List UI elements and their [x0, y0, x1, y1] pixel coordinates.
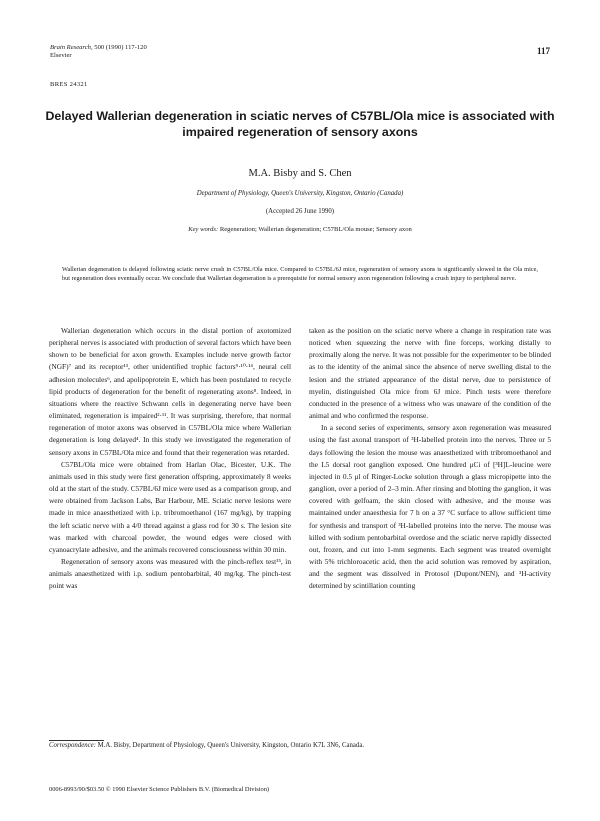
body-paragraph: taken as the position on the sciatic nerve where a change in respiration rate was noticed when squeezing the nerve with fine forceps, working distally to proximally along the nerve. It was not possible for the experimenter to be blinded as to the identity of the animal since the absence of nerve swelling distal to the lesion and the striated appearance of the distal nerve, due to persistence of myelin, distinguished Ola mice from 6J mice. Pinch tests were therefore conducted in the presence of a witness who was unaware of the condition of the animal and who confirmed the response.: [309, 326, 551, 421]
keywords-label: Key words:: [188, 226, 219, 233]
abstract: Wallerian degeneration is delayed following sciatic nerve crush in C57BL/Ola mice. Compared to C57BL/6J mice, regeneration of sensory axons is significantly slowed in the Ola mice, but regeneration does eventually occur. We conclude that Wallerian degeneration is a prerequisite for normal sensory axon regeneration following a crush injury to peripheral nerve.: [62, 266, 538, 282]
body-column-right: [309, 325, 551, 592]
article-title: Delayed Wallerian degeneration in sciatic nerves of C57BL/Ola mice is associated with impaired regeneration of sensory axons: [45, 109, 555, 139]
body-paragraph: C57BL/Ola mice were obtained from Harlan Olac, Bicester, U.K. The animals used in this study were first generation offspring, approximately 8 weeks old at the start of the study. C57BL/6J mice were used as a comparison group, and were obtained from Jackson Labs, Bar Harbour, ME. Sciatic nerve lesions were made in mice anaesthetized with i.p. tribromoethanol (167 mg/kg), by trapping the left sciatic nerve with a 4/0 thread against a glass rod for 30 s. The lesion site was marked with charcoal powder, the wound edges were closed with cyanoacrylate adhesive, and the animals recovered consciousness within 30 min.: [49, 459, 291, 554]
correspondence: [49, 742, 364, 749]
keywords: [0, 226, 600, 233]
body-paragraph: In a second series of experiments, sensory axon regeneration was measured using the fast axonal transport of ³H-labelled protein into the nerves. Three or 5 days following the lesion the mouse was anaesthetized with tribromoethanol and the L5 dorsal root ganglion exposed. One hundred μCi of [³H]L-leucine were injected in 0.5 μl of Ringer-Locke solution through a glass micropipette into the ganglion, over a period of 2–3 min. After rinsing and blotting the ganglion, it was covered with gelfoam, the skin closed with adhesive, and the mouse was maintained under anaesthesia for 7 h on a 37 °C surface to allow sufficient time for synthesis and transport of ³H-labelled proteins into the nerve. The mouse was killed with sodium pentobarbital overdose and the sciatic nerve rapidly dissected out, frozen, and cut into 1-mm segments. Each segment was treated overnight with 5% trichloroacetic acid, then the acid solution was removed by aspiration, and the segment was dissolved in Protosol (Dupont/NEN), and ³H-activity determined by scintillation counting: [309, 423, 551, 591]
journal-citation: , 500 (1990) 117-120: [90, 44, 147, 51]
keywords-text: Regeneration; Wallerian degeneration; C57BL/Ola mouse; Sensory axon: [218, 226, 412, 233]
journal-header: [50, 44, 147, 60]
body-paragraph: Wallerian degeneration which occurs in the distal portion of axotomized peripheral nerves is associated with production of several factors which have been shown to be beneficial for axon growth. Examples include nerve growth factor (NGF)⁷ and its receptor¹³, other unidentified trophic factors⁹·¹⁰·¹⁴, neural cell adhesion molecules⁶, and apolipoprotein E, which has been postulated to recycle lipid products of degeneration for the benefit of regenerating axons⁸. Indeed, in situations where the reactive Schwann cells in degenerating nerve have been eliminated, regeneration is impaired²·¹¹. It was surprising, therefore, that normal regeneration of motor axons was observed in C57BL/Ola mice where Wallerian degeneration is long delayed⁴. In this study we investigated the regeneration of sensory axons in C57BL/Ola mice and found that their regeneration was retarded.: [49, 326, 291, 457]
accepted-date: (Accepted 26 June 1990): [265, 208, 335, 215]
affiliation: Department of Physiology, Queen's University, Kingston, Ontario (Canada): [196, 190, 404, 197]
body-column-left: [49, 325, 291, 592]
footnote-divider: [49, 740, 104, 741]
authors: M.A. Bisby and S. Chen: [248, 168, 352, 179]
page-number: 117: [536, 46, 550, 56]
article-id: BRES 24321: [50, 81, 88, 88]
copyright-footer: 0006-8993/90/$03.50 © 1990 Elsevier Science Publishers B.V. (Biomedical Division): [49, 786, 270, 793]
correspondence-label: Correspondence:: [49, 742, 96, 749]
body-paragraph: Regeneration of sensory axons was measured with the pinch-reflex test¹⁵, in animals anaesthetized with i.p. sodium pentobarbital, 40 mg/kg. The pinch-test point was: [49, 556, 291, 591]
journal-name: Brain Research: [50, 44, 91, 51]
publisher-name: Elsevier: [50, 52, 72, 59]
correspondence-text: M.A. Bisby, Department of Physiology, Queen's University, Kingston, Ontario K7L 3N6, Canada.: [95, 742, 365, 749]
